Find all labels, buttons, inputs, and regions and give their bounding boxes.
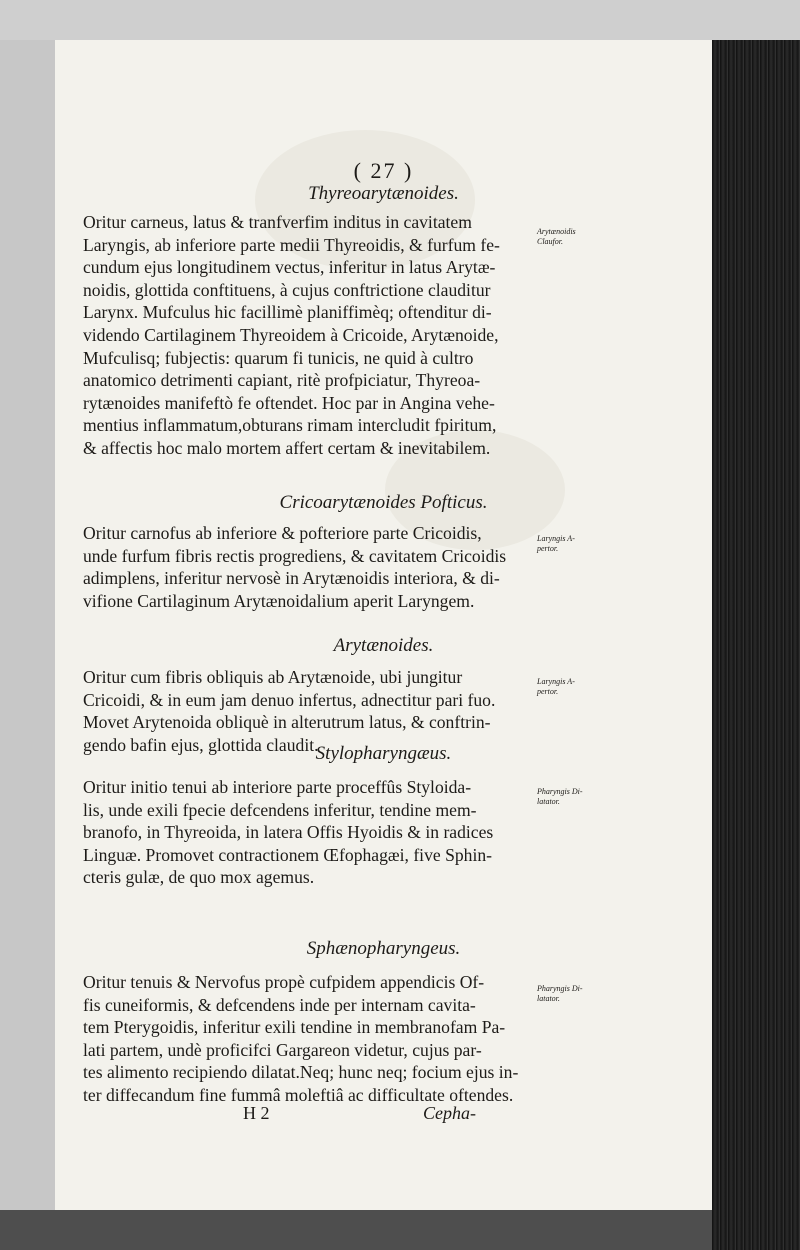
text-line: Oritur carnofus ab inferiore & pofteriore parte Cricoidis, <box>83 523 482 543</box>
margin-note-line: latator. <box>537 797 560 806</box>
text-line: lis, unde exili fpecie defcendens inferitur, tendine mem- <box>83 799 477 820</box>
text-line: lati partem, undè proficifci Gargareon videtur, cujus par- <box>83 1039 482 1060</box>
page-number: ( 27 ) <box>353 158 414 183</box>
margin-note-line: Pharyngis Di- <box>537 984 583 993</box>
scan-background-left <box>0 40 55 1250</box>
text-line: Laryngis, ab inferiore parte medii Thyreoidis, & furfum fe- <box>83 234 500 255</box>
text-line: Oritur cum fibris obliquis ab Arytænoide, ubi jungitur <box>83 667 463 687</box>
scan-background-bottom <box>0 1210 712 1250</box>
text-line: Cricoidi, & in eum jam denuo infertus, adnectitur pari fuo. <box>83 689 496 710</box>
margin-note-line: pertor. <box>537 687 559 696</box>
text-line: Oritur initio tenui ab interiore parte proceffûs Styloida- <box>83 777 472 797</box>
text-line: tes alimento recipiendo dilatat.Neq; hunc neq; focium ejus in- <box>83 1062 519 1083</box>
margin-note <box>537 534 597 554</box>
margin-note <box>537 677 597 697</box>
text-line: adimplens, inferitur nervosè in Arytænoidis interiora, & di- <box>83 568 500 589</box>
book-spine-edge <box>712 40 800 1250</box>
scan-background-top <box>0 0 800 40</box>
margin-note-line: Claufor. <box>537 237 564 246</box>
text-line: Larynx. Mufculus hic facillimè planiffimèq; oftenditur di- <box>83 302 492 323</box>
section-heading: Stylopharyngæus. <box>315 743 452 764</box>
text-line: mentius inflammatum,obturans rimam intercludit fpiritum, <box>83 415 497 436</box>
section-heading: Thyreoarytænoides. <box>308 183 459 204</box>
section-paragraph <box>83 776 528 889</box>
margin-note <box>537 787 597 807</box>
text-line: unde furfum fibris rectis progrediens, & cavitatem Cricoidis <box>83 545 507 566</box>
text-line: cteris gulæ, de quo mox agemus. <box>83 867 315 888</box>
book-page <box>55 40 712 1210</box>
text-line: Oritur carneus, latus & tranfverfim inditus in cavitatem <box>83 212 472 232</box>
signature-mark: H 2 <box>243 1103 270 1123</box>
text-line: rytænoides manifeftò fe oftendet. Hoc par in Angina vehe- <box>83 392 495 413</box>
section-paragraph <box>83 522 528 612</box>
text-line: branofo, in Thyreoida, in latera Offis Hyoidis & in radices <box>83 822 494 843</box>
text-line: videndo Cartilaginem Thyreoidem à Cricoide, Arytænoide, <box>83 324 499 345</box>
text-line: ter diffecandum fine fummâ moleftiâ ac difficultate oftendes. <box>83 1084 514 1105</box>
text-line: cundum ejus longitudinem vectus, inferitur in latus Arytæ- <box>83 257 496 278</box>
margin-note-line: pertor. <box>537 544 559 553</box>
text-line: Oritur tenuis & Nervofus propè cufpidem appendicis Of- <box>83 972 485 992</box>
margin-note-line: Pharyngis Di- <box>537 787 583 796</box>
text-line: tem Pterygoidis, inferitur exili tendine in membranofam Pa- <box>83 1017 506 1038</box>
text-line: anatomico detrimenti capiant, ritè profpiciatur, Thyreoa- <box>83 370 481 391</box>
text-line: vifione Cartilaginum Arytænoidalium aperit Laryngem. <box>83 590 475 611</box>
margin-note-line: Laryngis A- <box>537 534 575 543</box>
margin-note <box>537 984 597 1004</box>
margin-note-line: Laryngis A- <box>537 677 575 686</box>
text-line: gendo bafin ejus, glottida claudit. <box>83 734 319 755</box>
text-line: fis cuneiformis, & defcendens inde per internam cavita- <box>83 994 476 1015</box>
section-heading: Cricoarytænoides Pofticus. <box>279 492 488 513</box>
catchword: Cepha- <box>423 1103 476 1123</box>
margin-note-line: latator. <box>537 994 560 1003</box>
section-paragraph <box>83 211 528 460</box>
text-line: & affectis hoc malo mortem affert certam & inevitabilem. <box>83 437 491 458</box>
margin-note <box>537 227 597 247</box>
text-line: noidis, glottida conftituens, à cujus conftrictione clauditur <box>83 279 491 300</box>
margin-note-line: Arytænoidis <box>537 227 576 236</box>
section-heading: Arytænoides. <box>333 635 434 656</box>
text-line: Mufculisq; fubjectis: quarum fi tunicis, ne quid à cultro <box>83 347 474 368</box>
text-line: Linguæ. Promovet contractionem Œfophagæi, five Sphin- <box>83 844 492 865</box>
section-paragraph <box>83 971 528 1107</box>
section-heading: Sphænopharyngeus. <box>306 938 461 959</box>
text-line: Movet Arytenoida obliquè in alterutrum latus, & conftrin- <box>83 712 491 733</box>
